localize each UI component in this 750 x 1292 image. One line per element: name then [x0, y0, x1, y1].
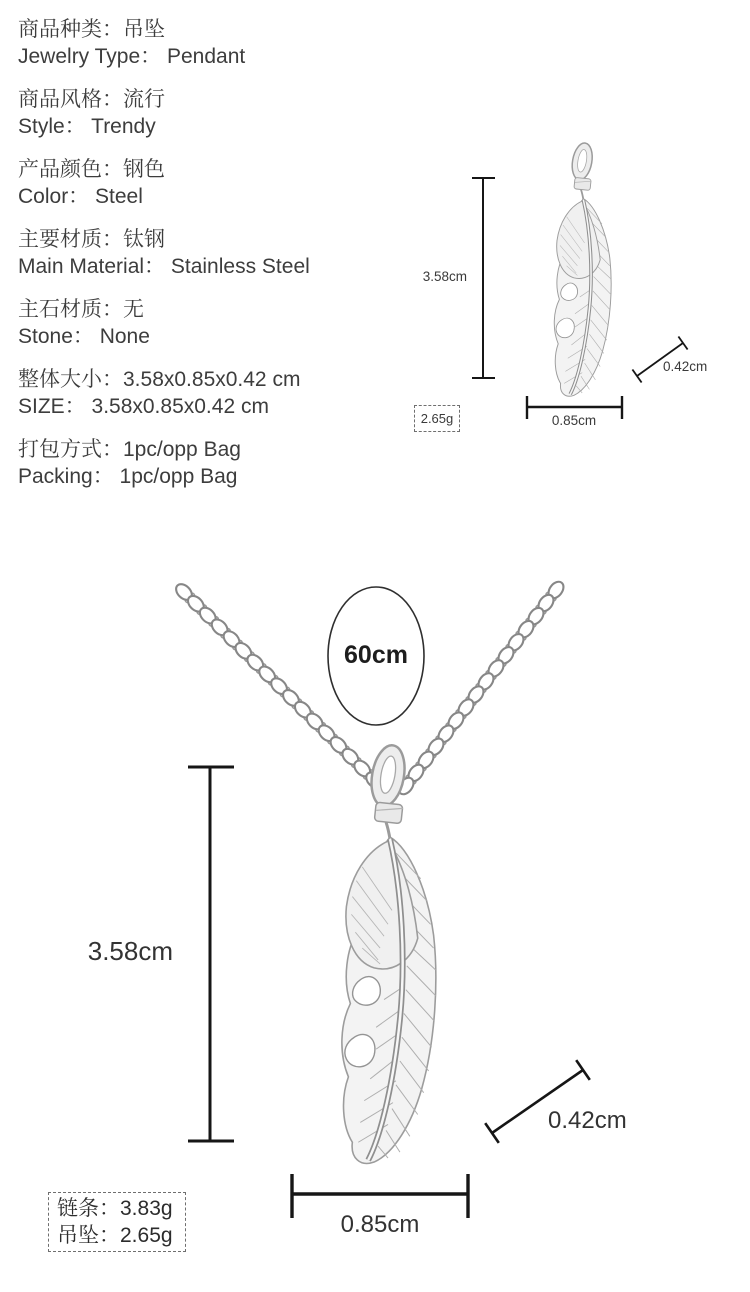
spec-line-zh: 主石材质：无 [18, 298, 144, 321]
spec-line-zh: 商品风格：流行 [18, 88, 165, 111]
spec-line-zh: 打包方式：1pc/opp Bag [18, 438, 241, 461]
spec-line-zh: 产品颜色：钢色 [18, 158, 165, 181]
spec-line-zh: 整体大小：3.58x0.85x0.42 cm [18, 368, 301, 391]
top-width-label: 0.85cm [551, 413, 597, 428]
bottom-width-label: 0.85cm [340, 1211, 420, 1238]
spec-line-en: Packing： 1pc/opp Bag [18, 465, 238, 488]
pendant-weight-label: 吊坠：2.65g [57, 1224, 173, 1247]
chain-weight-label: 链条：3.83g [57, 1197, 173, 1220]
spec-line-en: SIZE： 3.58x0.85x0.42 cm [18, 395, 269, 418]
pendant-weight-label: 2.65g [420, 411, 454, 426]
spec-line-en: Stone： None [18, 325, 150, 348]
spec-line-en: Main Material： Stainless Steel [18, 255, 310, 278]
top-height-measure-line [472, 178, 495, 378]
spec-line-zh: 主要材质：钛钢 [18, 228, 165, 251]
bottom-height-measure-line [188, 767, 234, 1141]
bottom-height-label: 3.58cm [87, 936, 173, 966]
spec-line-en: Jewelry Type： Pendant [18, 45, 246, 68]
spec-line-en: Style： Trendy [18, 115, 156, 138]
pendant-weight-box [414, 405, 460, 432]
spec-line-en: Color： Steel [18, 185, 143, 208]
weights-box [48, 1192, 186, 1252]
spec-line-zh: 商品种类：吊坠 [18, 18, 165, 41]
pendant-illustration-large [326, 742, 456, 1168]
top-height-label: 3.58cm [422, 269, 467, 284]
pendant-illustration-small [545, 141, 623, 399]
top-depth-label: 0.42cm [663, 359, 708, 374]
bottom-depth-label: 0.42cm [548, 1107, 627, 1134]
chain-length-label: 60cm [344, 641, 408, 669]
